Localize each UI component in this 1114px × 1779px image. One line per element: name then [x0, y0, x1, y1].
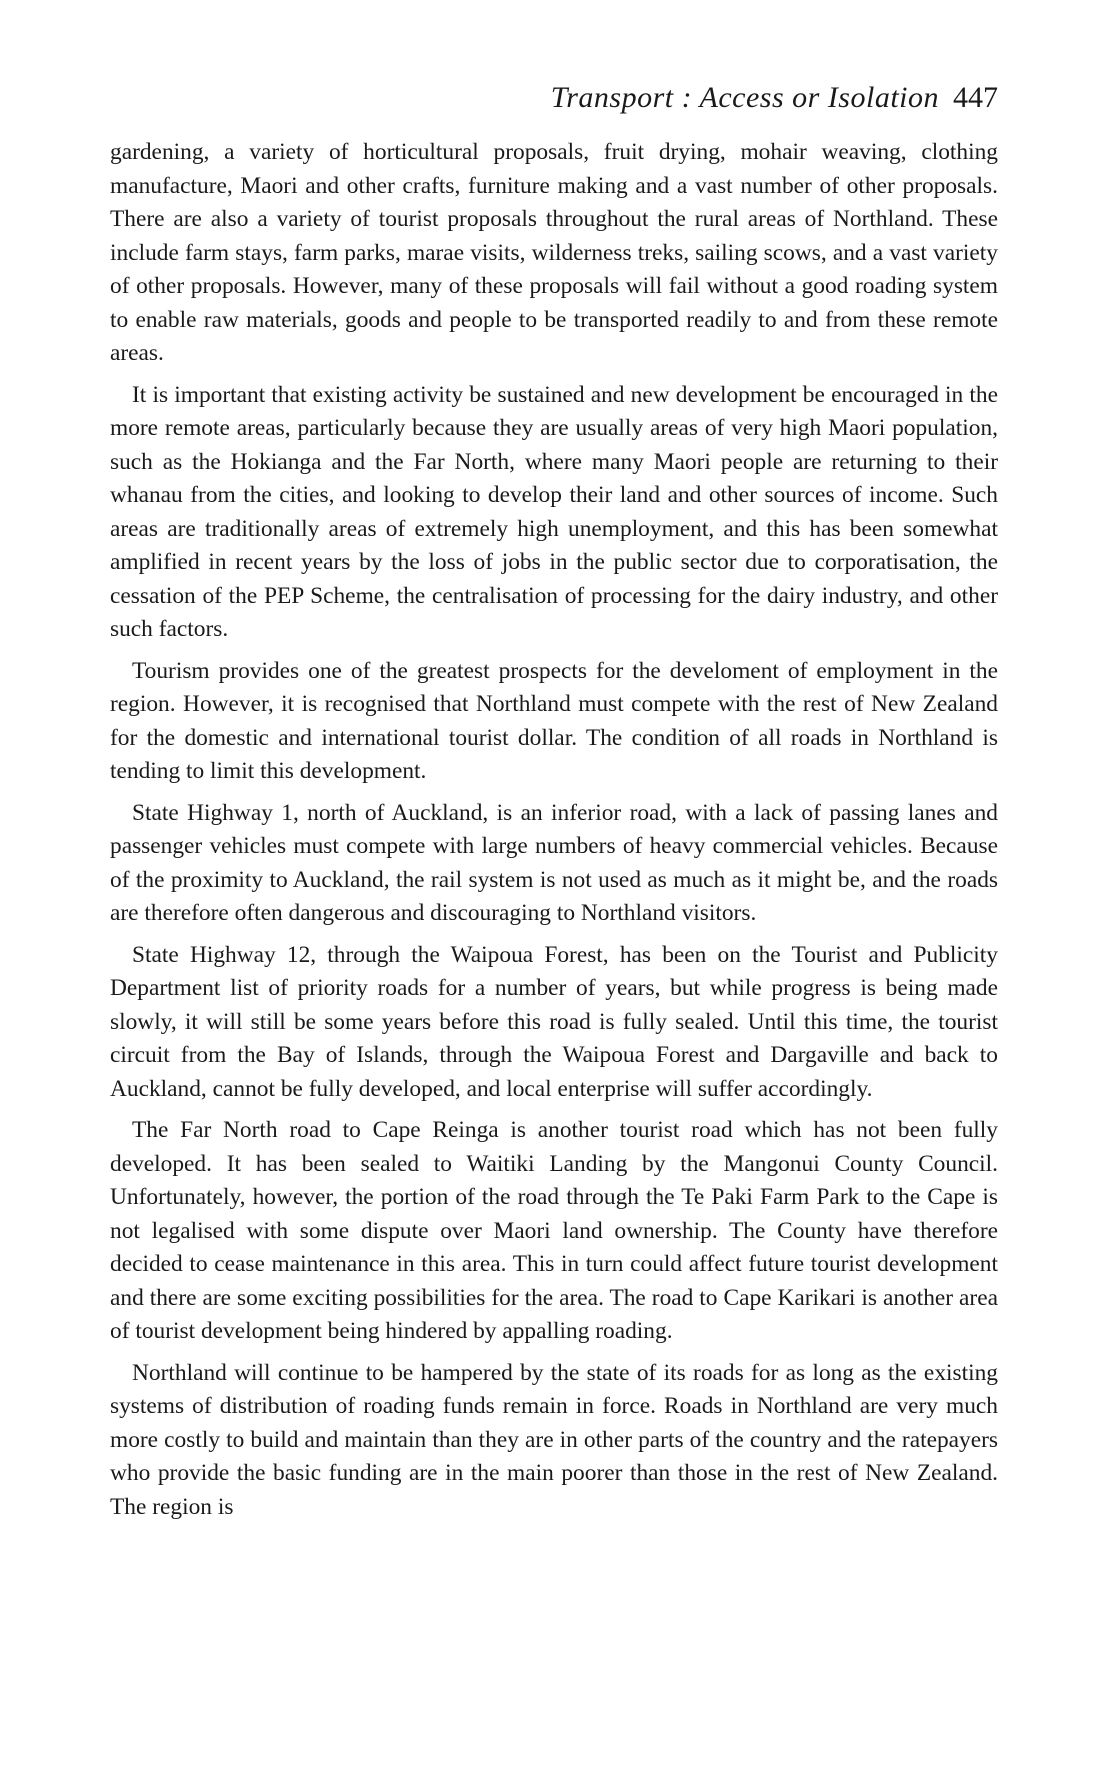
- paragraph: Tourism provides one of the greatest prospects for the develoment of employment in the region. However, it is recognised that Northland must compete with the rest of New Zealand for the domestic and international tourist dollar. The condition of all roads in Northland is tending to limit this development.: [110, 657, 998, 784]
- page-number: 447: [953, 81, 998, 114]
- paragraph: Northland will continue to be hampered by the state of its roads for as long as the existing systems of distribution of roading funds remain in force. Roads in Northland are very much more costly to build and maintain than they are in other parts of the country and the ratepayers who provide the basic funding are in the main poorer than those in the rest of New Zealand. The region is: [110, 1359, 998, 1520]
- paragraph: State Highway 1, north of Auckland, is an inferior road, with a lack of passing lanes and passenger vehicles must compete with large numbers of heavy commercial vehicles. Because of the proximity to Auckland, the rail system is not used as much as it might be, and the roads are therefore often dangerous and discouraging to Northland visitors.: [110, 799, 998, 926]
- paragraph: The Far North road to Cape Reinga is another tourist road which has not been fully developed. It has been sealed to Waitiki Landing by the Mangonui County Council. Unfortunately, however, the portion of the road through the Te Paki Farm Park to the Cape is not legalised with some dispute over Maori land ownership. The County have therefore decided to cease maintenance in this area. This in turn could affect future tourist development and there are some exciting possibilities for the area. The road to Cape Karikari is another area of tourist development being hindered by appalling roading.: [110, 1117, 998, 1344]
- paragraph: State Highway 12, through the Waipoua Forest, has been on the Tourist and Publicity Department list of priority roads for a number of years, but while progress is being made slowly, it will still be some years before this road is fully sealed. Until this time, the tourist circuit from the Bay of Islands, through the Waipoua Forest and Dargaville and back to Auckland, cannot be fully developed, and local enterprise will suffer accordingly.: [110, 941, 998, 1102]
- running-title: Transport : Access or Isolation: [550, 81, 939, 114]
- body-text: [110, 136, 998, 1532]
- running-head: [110, 78, 998, 118]
- paragraph: It is important that existing activity be sustained and new development be encouraged in the more remote areas, particularly because they are usually areas of very high Maori population, such as the Hokianga and the Far North, where many Maori people are returning to their whanau from the cities, and looking to develop their land and other sources of income. Such areas are traditionally areas of extremely high unemployment, and this has been somewhat amplified in recent years by the loss of jobs in the public sector due to corporatisation, the cessation of the PEP Scheme, the centralisation of processing for the dairy industry, and other such factors.: [110, 381, 998, 642]
- paragraph-continued: gardening, a variety of horticultural proposals, fruit drying, mohair weaving, clothing manufacture, Maori and other crafts, furniture making and a vast number of other proposals. There are also a variety of tourist proposals throughout the rural areas of Northland. These include farm stays, farm parks, marae visits, wilderness treks, sailing scows, and a vast variety of other proposals. However, many of these proposals will fail without a good roading system to enable raw materials, goods and people to be transported readily to and from these remote areas.: [110, 139, 998, 366]
